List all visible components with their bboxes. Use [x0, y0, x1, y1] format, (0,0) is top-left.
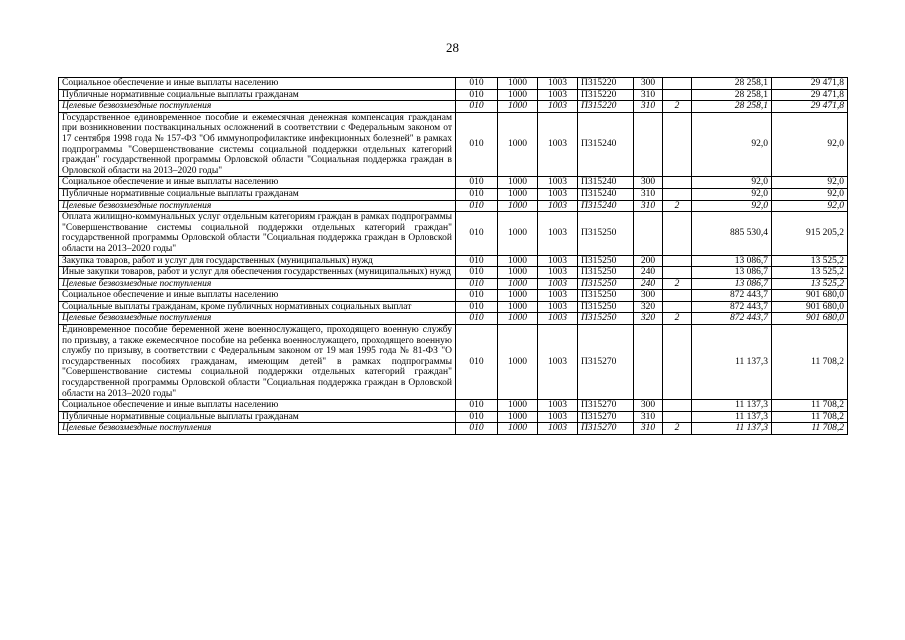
target-article-code: П315250: [578, 278, 634, 290]
expense-type-code: 300: [634, 290, 663, 302]
item-name: Целевые безвозмездные поступления: [59, 313, 456, 325]
admin-code: 010: [456, 278, 498, 290]
expense-type-code: 310: [634, 188, 663, 200]
item-name: Закупка товаров, работ и услуг для государственных (муниципальных) нужд: [59, 255, 456, 267]
amount-year-1: 28 258,1: [692, 78, 772, 90]
admin-code: 010: [456, 313, 498, 325]
source-code: 2: [663, 313, 692, 325]
expense-type-code: 240: [634, 278, 663, 290]
amount-year-1: 13 086,7: [692, 255, 772, 267]
target-article-code: П315220: [578, 89, 634, 101]
source-code: 2: [663, 200, 692, 212]
amount-year-1: 885 530,4: [692, 212, 772, 255]
admin-code: 010: [456, 301, 498, 313]
admin-code: 010: [456, 290, 498, 302]
admin-code: 010: [456, 188, 498, 200]
section-code: 1000: [498, 423, 538, 435]
admin-code: 010: [456, 325, 498, 400]
amount-year-2: 901 680,0: [772, 313, 848, 325]
section-code: 1000: [498, 400, 538, 412]
table-row: [59, 212, 848, 255]
table-row: [59, 200, 848, 212]
section-code: 1000: [498, 177, 538, 189]
table-row: [59, 325, 848, 400]
amount-year-2: 915 205,2: [772, 212, 848, 255]
section-code: 1000: [498, 188, 538, 200]
table-row: [59, 89, 848, 101]
item-name: Социальное обеспечение и иные выплаты населению: [59, 400, 456, 412]
item-name: Социальные выплаты гражданам, кроме публичных нормативных социальных выплат: [59, 301, 456, 313]
amount-year-2: 13 525,2: [772, 255, 848, 267]
table-row: [59, 301, 848, 313]
target-article-code: П315250: [578, 212, 634, 255]
item-name: Целевые безвозмездные поступления: [59, 200, 456, 212]
expense-type-code: 310: [634, 89, 663, 101]
expense-type-code: 310: [634, 423, 663, 435]
expense-type-code: 300: [634, 400, 663, 412]
section-code: 1000: [498, 255, 538, 267]
subsection-code: 1003: [538, 212, 578, 255]
item-name: Иные закупки товаров, работ и услуг для обеспечения государственных (муниципальных) нужд: [59, 267, 456, 279]
target-article-code: П315220: [578, 101, 634, 113]
source-code: [663, 301, 692, 313]
admin-code: 010: [456, 423, 498, 435]
admin-code: 010: [456, 177, 498, 189]
source-code: [663, 267, 692, 279]
amount-year-1: 872 443,7: [692, 290, 772, 302]
target-article-code: П315270: [578, 411, 634, 423]
section-code: 1000: [498, 101, 538, 113]
subsection-code: 1003: [538, 400, 578, 412]
amount-year-2: 92,0: [772, 112, 848, 177]
item-name: Единовременное пособие беременной жене военнослужащего, проходящего военную службу по призыву, а также ежемесячное пособие на ребенка военнослужащего, проходящего военную службу по призыву, в соответствии с Федеральным законом от 19 мая 1995 года № 81-ФЗ "О государственных пособиях гражданам, имеющим детей" в рамках подпрограммы "Совершенствование системы социальной поддержки отдельных категорий граждан" государственной программы Орловской области "Социальная поддержка граждан в Орловской области на 2013–2020 годы": [59, 325, 456, 400]
table-row: [59, 267, 848, 279]
target-article-code: П315250: [578, 267, 634, 279]
subsection-code: 1003: [538, 325, 578, 400]
expense-type-code: [634, 325, 663, 400]
admin-code: 010: [456, 89, 498, 101]
admin-code: 010: [456, 78, 498, 90]
admin-code: 010: [456, 267, 498, 279]
subsection-code: 1003: [538, 89, 578, 101]
subsection-code: 1003: [538, 267, 578, 279]
expense-type-code: [634, 112, 663, 177]
amount-year-1: 13 086,7: [692, 278, 772, 290]
subsection-code: 1003: [538, 301, 578, 313]
subsection-code: 1003: [538, 177, 578, 189]
expense-type-code: 320: [634, 301, 663, 313]
item-name: Государственное единовременное пособие и ежемесячная денежная компенсация гражданам при возникновении поствакцинальных осложнений в соответствии с Федеральным законом от 17 сентября 1998 года № 157-ФЗ "Об иммунопрофилактике инфекционных болезней" в рамках подпрограммы "Совершенствование системы социальной поддержки отдельных категорий граждан" государственной программы Орловской области "Социальная поддержка граждан в Орловской области на 2013–2020 годы": [59, 112, 456, 177]
table-row: [59, 177, 848, 189]
source-code: [663, 177, 692, 189]
amount-year-2: 92,0: [772, 200, 848, 212]
target-article-code: П315240: [578, 200, 634, 212]
target-article-code: П315240: [578, 177, 634, 189]
subsection-code: 1003: [538, 290, 578, 302]
amount-year-1: 11 137,3: [692, 411, 772, 423]
source-code: [663, 400, 692, 412]
target-article-code: П315220: [578, 78, 634, 90]
amount-year-1: 13 086,7: [692, 267, 772, 279]
table-row: [59, 313, 848, 325]
admin-code: 010: [456, 255, 498, 267]
subsection-code: 1003: [538, 200, 578, 212]
subsection-code: 1003: [538, 101, 578, 113]
amount-year-2: 29 471,8: [772, 89, 848, 101]
expense-type-code: [634, 212, 663, 255]
admin-code: 010: [456, 200, 498, 212]
section-code: 1000: [498, 212, 538, 255]
admin-code: 010: [456, 411, 498, 423]
amount-year-2: 29 471,8: [772, 101, 848, 113]
section-code: 1000: [498, 78, 538, 90]
expense-type-code: 310: [634, 101, 663, 113]
amount-year-1: 92,0: [692, 188, 772, 200]
admin-code: 010: [456, 101, 498, 113]
table-row: [59, 411, 848, 423]
amount-year-1: 11 137,3: [692, 423, 772, 435]
source-code: [663, 290, 692, 302]
table-row: [59, 112, 848, 177]
admin-code: 010: [456, 212, 498, 255]
source-code: 2: [663, 278, 692, 290]
expense-type-code: 310: [634, 200, 663, 212]
table-row: [59, 255, 848, 267]
item-name: Публичные нормативные социальные выплаты гражданам: [59, 89, 456, 101]
source-code: [663, 212, 692, 255]
amount-year-1: 92,0: [692, 112, 772, 177]
item-name: Социальное обеспечение и иные выплаты населению: [59, 78, 456, 90]
item-name: Целевые безвозмездные поступления: [59, 278, 456, 290]
section-code: 1000: [498, 267, 538, 279]
item-name: Публичные нормативные социальные выплаты гражданам: [59, 188, 456, 200]
expense-type-code: 310: [634, 411, 663, 423]
target-article-code: П315270: [578, 325, 634, 400]
amount-year-1: 92,0: [692, 177, 772, 189]
source-code: [663, 325, 692, 400]
table-row: [59, 423, 848, 435]
subsection-code: 1003: [538, 112, 578, 177]
target-article-code: П315250: [578, 255, 634, 267]
target-article-code: П315240: [578, 112, 634, 177]
table-row: [59, 400, 848, 412]
table-row: [59, 278, 848, 290]
subsection-code: 1003: [538, 188, 578, 200]
subsection-code: 1003: [538, 278, 578, 290]
item-name: Оплата жилищно-коммунальных услуг отдельным категориям граждан в рамках подпрограммы "Совершенствование системы социальной поддержки отдельных категорий граждан" государственной программы Орловской области "Социальная поддержка граждан в Орловской области на 2013–2020 годы": [59, 212, 456, 255]
subsection-code: 1003: [538, 423, 578, 435]
amount-year-2: 901 680,0: [772, 301, 848, 313]
amount-year-2: 29 471,8: [772, 78, 848, 90]
source-code: 2: [663, 101, 692, 113]
source-code: [663, 255, 692, 267]
expense-type-code: 320: [634, 313, 663, 325]
table-row: [59, 188, 848, 200]
section-code: 1000: [498, 112, 538, 177]
source-code: [663, 112, 692, 177]
expense-type-code: 300: [634, 78, 663, 90]
subsection-code: 1003: [538, 255, 578, 267]
amount-year-2: 11 708,2: [772, 325, 848, 400]
admin-code: 010: [456, 400, 498, 412]
source-code: 2: [663, 423, 692, 435]
section-code: 1000: [498, 200, 538, 212]
target-article-code: П315250: [578, 301, 634, 313]
expense-type-code: 240: [634, 267, 663, 279]
amount-year-2: 11 708,2: [772, 400, 848, 412]
item-name: Целевые безвозмездные поступления: [59, 101, 456, 113]
amount-year-1: 11 137,3: [692, 325, 772, 400]
page-number: 28: [446, 40, 459, 55]
budget-table: [58, 77, 848, 435]
amount-year-2: 92,0: [772, 188, 848, 200]
table-body: [59, 78, 848, 435]
section-code: 1000: [498, 278, 538, 290]
amount-year-2: 11 708,2: [772, 411, 848, 423]
section-code: 1000: [498, 89, 538, 101]
section-code: 1000: [498, 325, 538, 400]
section-code: 1000: [498, 313, 538, 325]
expense-type-code: 300: [634, 177, 663, 189]
table-row: [59, 290, 848, 302]
amount-year-2: 901 680,0: [772, 290, 848, 302]
source-code: [663, 411, 692, 423]
source-code: [663, 89, 692, 101]
table-row: [59, 78, 848, 90]
item-name: Публичные нормативные социальные выплаты гражданам: [59, 411, 456, 423]
admin-code: 010: [456, 112, 498, 177]
amount-year-1: 11 137,3: [692, 400, 772, 412]
target-article-code: П315250: [578, 290, 634, 302]
subsection-code: 1003: [538, 411, 578, 423]
amount-year-2: 13 525,2: [772, 278, 848, 290]
source-code: [663, 188, 692, 200]
section-code: 1000: [498, 411, 538, 423]
amount-year-2: 13 525,2: [772, 267, 848, 279]
amount-year-2: 92,0: [772, 177, 848, 189]
expense-type-code: 200: [634, 255, 663, 267]
section-code: 1000: [498, 290, 538, 302]
target-article-code: П315270: [578, 400, 634, 412]
source-code: [663, 78, 692, 90]
subsection-code: 1003: [538, 78, 578, 90]
amount-year-2: 11 708,2: [772, 423, 848, 435]
target-article-code: П315270: [578, 423, 634, 435]
item-name: Социальное обеспечение и иные выплаты населению: [59, 290, 456, 302]
table-row: [59, 101, 848, 113]
amount-year-1: 28 258,1: [692, 101, 772, 113]
section-code: 1000: [498, 301, 538, 313]
amount-year-1: 872 443,7: [692, 313, 772, 325]
item-name: Социальное обеспечение и иные выплаты населению: [59, 177, 456, 189]
target-article-code: П315250: [578, 313, 634, 325]
item-name: Целевые безвозмездные поступления: [59, 423, 456, 435]
target-article-code: П315240: [578, 188, 634, 200]
amount-year-1: 28 258,1: [692, 89, 772, 101]
amount-year-1: 92,0: [692, 200, 772, 212]
amount-year-1: 872 443,7: [692, 301, 772, 313]
subsection-code: 1003: [538, 313, 578, 325]
